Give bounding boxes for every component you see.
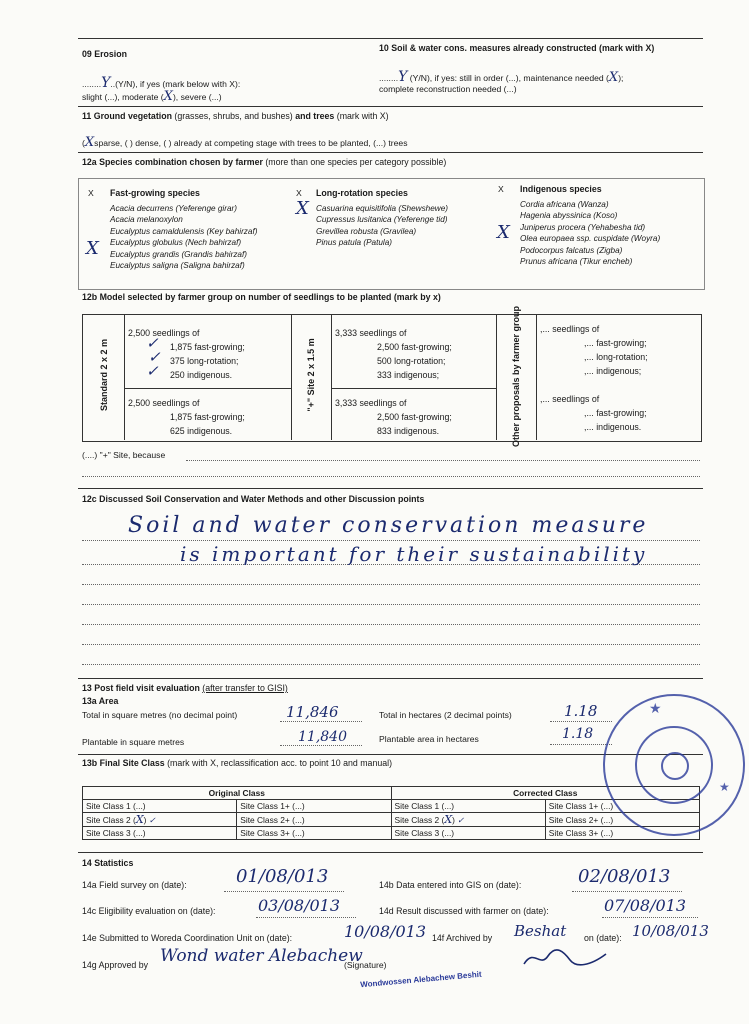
model-other-label: Other proposals by farmer group (511, 305, 521, 447)
stamp-emblem-icon (661, 752, 689, 780)
species-item: Acacia decurrens (Yeferenge girar) (110, 204, 237, 213)
model-line: 500 long-rotation; (377, 356, 446, 366)
erosion-yn-handwritten: Y (101, 75, 111, 91)
tick-mark: ✓ (146, 362, 159, 380)
species-item: Eucalyptus camaldulensis (Key bahirzaf) (110, 226, 258, 236)
erosion-line1: ........Y..(Y/N), if yes (mark below with X): (82, 75, 241, 91)
discussion-handwritten-2: is important for their sustainability (180, 542, 648, 566)
corrected-class-cell: Site Class 2 (X) ✓ (391, 813, 545, 827)
model-plus-a (335, 326, 452, 382)
corrected-class-cell: Site Class 2+ (...) (545, 813, 699, 827)
erosion-severity-text: slight (...), moderate ( (82, 92, 164, 102)
dotted-line (82, 644, 700, 645)
species-item: Casuarina equisitifolia (Shewshewe) (316, 204, 448, 213)
dotted-line (224, 891, 344, 892)
original-class-cell: Site Class 3+ (...) (237, 827, 391, 840)
stamp-name: Wondwossen Alebachew Beshit (359, 969, 482, 990)
model-divider (331, 314, 332, 440)
species-col1-title: Fast-growing species (110, 188, 200, 198)
dotted-line (280, 745, 362, 746)
model-divider (331, 388, 496, 389)
dotted-line (82, 584, 700, 585)
corrected-class-header: Corrected Class (391, 787, 700, 800)
rule-13 (78, 678, 703, 679)
original-class-header: Original Class (83, 787, 392, 800)
species-col3-x: X (498, 184, 504, 194)
vegetation-options: sparse, ( ) dense, ( ) already at competing stage with trees to be planted, (...) trees (94, 138, 408, 148)
model-other-a (540, 322, 648, 378)
stat-f-value: Beshat (514, 922, 567, 940)
species-heading-tail: (more than one species per category possible) (265, 157, 447, 167)
tick-mark: ✓ (148, 348, 161, 366)
erosion-yn-text: (Y/N), if yes (mark below with X): (115, 79, 241, 89)
official-stamp (603, 694, 745, 836)
species-globulus-mark: X (86, 238, 99, 259)
stamp-star-icon: ★ (719, 780, 730, 794)
model-line: 833 indigenous. (377, 426, 440, 436)
top-rule (78, 38, 703, 39)
soil-water-heading: 10 Soil & water cons. measures already constructed (mark with X) (379, 43, 655, 53)
model-line: ,... indigenous. (584, 422, 642, 432)
species-col2-list (316, 203, 448, 249)
model-line: ,... fast-growing; (584, 338, 647, 348)
stat-b-label: 14b Data entered into GIS on (date): (379, 880, 522, 890)
site-class-2-label: Site Class 2 ( (86, 815, 136, 825)
stat-c-value: 03/08/013 (258, 896, 341, 915)
stat-c-label: 14c Eligibility evaluation on (date): (82, 906, 216, 916)
stat-f-date: 10/08/013 (632, 922, 709, 940)
stat-g-label: 14g Approved by (82, 960, 149, 970)
dotted-line (602, 917, 698, 918)
model-other-b (540, 392, 647, 434)
model-line: 1,875 fast-growing; (170, 342, 245, 352)
dotted-line (82, 540, 700, 541)
original-class-cell: Site Class 3 (...) (83, 827, 237, 840)
species-col1-list (110, 203, 257, 271)
site-class-table (82, 786, 700, 840)
corrected-class-2-tick: ✓ (457, 815, 465, 825)
species-item: Eucalyptus globulus (Nech bahirzaf) (110, 238, 242, 248)
model-divider (124, 388, 291, 389)
statistics-heading: 14 Statistics (82, 858, 134, 868)
stat-f-on: on (date): (584, 933, 622, 943)
site-class-2-label: Site Class 2 ( (394, 815, 445, 825)
species-heading (82, 157, 446, 167)
model-std-b (128, 396, 245, 438)
site-class-2-tick: ✓ (148, 815, 156, 825)
dotted-line (572, 891, 682, 892)
stat-a-label: 14a Field survey on (date): (82, 880, 187, 890)
species-item: Eucalyptus grandis (Grandis bahirzaf) (110, 249, 247, 259)
species-juniperus-mark: X (497, 222, 510, 243)
model-plus-label: "+" Site 2 x 1.5 m (306, 338, 316, 412)
species-item: Hagenia abyssinica (Koso) (520, 211, 618, 221)
original-class-cell: Site Class 1 (...) (83, 800, 237, 813)
post-field-heading (82, 683, 288, 693)
dotted-line (82, 664, 700, 665)
vegetation-heading-bold: 11 Ground vegetation (82, 111, 172, 121)
erosion-line2 (82, 89, 222, 104)
stat-b-value: 02/08/013 (578, 866, 671, 887)
class-heading-bold: 13b Final Site Class (82, 758, 165, 768)
post-field-heading-link: (after transfer to GISI) (202, 683, 288, 693)
total-sqm-label: Total in square metres (no decimal point) (82, 710, 238, 720)
species-item: Eucalyptus saligna (Saligna bahirzaf) (110, 261, 245, 271)
model-line: ,... indigenous; (584, 366, 642, 376)
area-heading: 13a Area (82, 696, 119, 706)
soil-water-yn-handwritten: Y (398, 69, 408, 85)
vegetation-sparse-mark: X (84, 135, 95, 150)
species-item: Podocorpus falcatus (Zigba) (520, 245, 623, 255)
model-line: ,... seedlings of (540, 324, 600, 334)
model-line: 3,333 seedlings of (335, 398, 407, 408)
model-line: ,... fast-growing; (584, 408, 647, 418)
tick-mark: ✓ (146, 334, 159, 352)
model-divider (291, 314, 292, 440)
stat-a-value: 01/08/013 (236, 866, 329, 887)
corrected-class-cell: Site Class 1+ (...) (545, 800, 699, 813)
total-ha-value: 1.18 (564, 702, 598, 720)
dotted-line (82, 624, 700, 625)
stat-e-value: 10/08/013 (344, 922, 427, 941)
dotted-line (550, 744, 612, 745)
model-divider (496, 314, 497, 440)
stamp-star-icon: ★ (649, 700, 662, 716)
rule-14 (78, 852, 703, 853)
discussion-handwritten-1: Soil and water conservation measure (128, 513, 649, 538)
stat-e-label: 14e Submitted to Woreda Coordination Unit on (date): (82, 933, 293, 943)
model-std-ticks (146, 336, 161, 378)
model-plus-b (335, 396, 452, 438)
model-line: 2,500 seedlings of (128, 398, 200, 408)
species-item: Grevillea robusta (Gravilea) (316, 226, 417, 236)
rule-12a (78, 152, 703, 153)
erosion-moderate-mark: X (163, 89, 173, 104)
soil-water-line2: complete reconstruction needed (...) (379, 84, 517, 94)
class-heading (82, 758, 392, 768)
species-col3-title: Indigenous species (520, 184, 602, 194)
species-item: Cordia africana (Wanza) (520, 200, 609, 209)
corrected-class-cell: Site Class 3 (...) (391, 827, 545, 840)
vegetation-heading-tail: (mark with X) (336, 111, 389, 121)
species-casuarina-mark: X (296, 198, 309, 219)
stat-d-value: 07/08/013 (604, 896, 687, 915)
corrected-class-2-mark: X (444, 813, 453, 826)
species-item: Acacia melanoxylon (110, 215, 183, 225)
model-line: ,... long-rotation; (584, 352, 648, 362)
signature-handwritten (520, 946, 610, 974)
plant-ha-value: 1.18 (562, 726, 594, 742)
dotted-line (186, 460, 700, 461)
model-line: 625 indigenous. (170, 426, 233, 436)
species-col2-x: X (296, 188, 302, 198)
erosion-heading: 09 Erosion (82, 49, 127, 59)
vegetation-heading-rest: (grasses, shrubs, and bushes) (174, 111, 293, 121)
post-field-heading-bold: 13 Post field visit evaluation (82, 683, 200, 693)
model-line: 333 indigenous; (377, 370, 440, 380)
model-line: 2,500 fast-growing; (377, 412, 452, 422)
soil-water-yn-text: (Y/N), if yes: still in order (...), maintenance needed ( (409, 73, 609, 83)
model-line: 375 long-rotation; (170, 356, 239, 366)
class-heading-tail: (mark with X, reclassification acc. to point 10 and manual) (167, 758, 393, 768)
stat-f-label: 14f Archived by (432, 933, 493, 943)
dotted-line (550, 721, 612, 722)
dotted-line (256, 917, 356, 918)
model-line: 2,500 fast-growing; (377, 342, 452, 352)
stat-g-value: Wond water Alebachew (160, 946, 363, 966)
species-col3-list (520, 199, 660, 267)
species-item: Olea europaea ssp. cuspidate (Woyra) (520, 234, 661, 244)
species-item: Juniperus procera (Yehabesha tid) (520, 222, 646, 232)
total-ha-label: Total in hectares (2 decimal points) (379, 710, 512, 720)
original-class-cell: Site Class 2 (X) ✓ (83, 813, 237, 827)
signature-scribble-icon (520, 946, 610, 970)
erosion-severity-tail: ), severe (...) (172, 92, 222, 102)
discussion-heading: 12c Discussed Soil Conservation and Water Methods and other Discussion points (82, 494, 425, 504)
corrected-class-cell: Site Class 3+ (...) (545, 827, 699, 840)
rule-11 (78, 106, 703, 107)
species-item: Cupressus lusitanica (Yeferenge tid) (316, 215, 448, 225)
plant-sqm-value: 11,840 (298, 729, 347, 745)
original-class-cell: Site Class 1+ (...) (237, 800, 391, 813)
plant-ha-label: Plantable area in hectares (379, 734, 479, 744)
dotted-line (82, 604, 700, 605)
corrected-class-cell: Site Class 1 (...) (391, 800, 545, 813)
model-line: 250 indigenous. (170, 370, 233, 380)
model-divider (536, 314, 537, 440)
species-col2-title: Long-rotation species (316, 188, 408, 198)
model-line: 2,500 seedlings of (128, 328, 200, 338)
rule-12c (78, 488, 703, 489)
species-item: Pinus patula (Patula) (316, 238, 393, 248)
site-class-2-mark: X (135, 813, 144, 826)
model-line: ,... seedlings of (540, 394, 600, 404)
dotted-line (82, 476, 700, 477)
soil-water-tail: ); (618, 73, 624, 83)
model-standard-label: Standard 2 x 2 m (99, 338, 109, 412)
species-col1-x: X (88, 188, 94, 198)
model-because: (....) "+" Site, because (82, 450, 166, 460)
vegetation-heading (82, 111, 389, 121)
model-heading: 12b Model selected by farmer group on number of seedlings to be planted (mark by x) (82, 292, 441, 302)
model-line: 1,875 fast-growing; (170, 412, 245, 422)
stat-d-label: 14d Result discussed with farmer on (date): (379, 906, 549, 916)
soil-water-line1: ........Y (Y/N), if yes: still in order (...), maintenance needed (X); (379, 69, 624, 85)
vegetation-line: (Xsparse, ( ) dense, ( ) already at competing stage with trees to be planted, (...) trees (82, 135, 408, 150)
model-line: 3,333 seedlings of (335, 328, 407, 338)
dotted-line (280, 721, 362, 722)
species-heading-bold: 12a Species combination chosen by farmer (82, 157, 263, 167)
plant-sqm-label: Plantable in square metres (82, 737, 185, 747)
species-item: Prunus africana (Tikur encheb) (520, 257, 633, 267)
total-sqm-value: 11,846 (286, 703, 339, 721)
original-class-cell: Site Class 2+ (...) (237, 813, 391, 827)
model-divider (124, 314, 125, 440)
soil-water-maint-mark: X (608, 70, 619, 85)
vegetation-heading-trees: and trees (295, 111, 335, 121)
signature-label: (Signature) (344, 960, 387, 970)
